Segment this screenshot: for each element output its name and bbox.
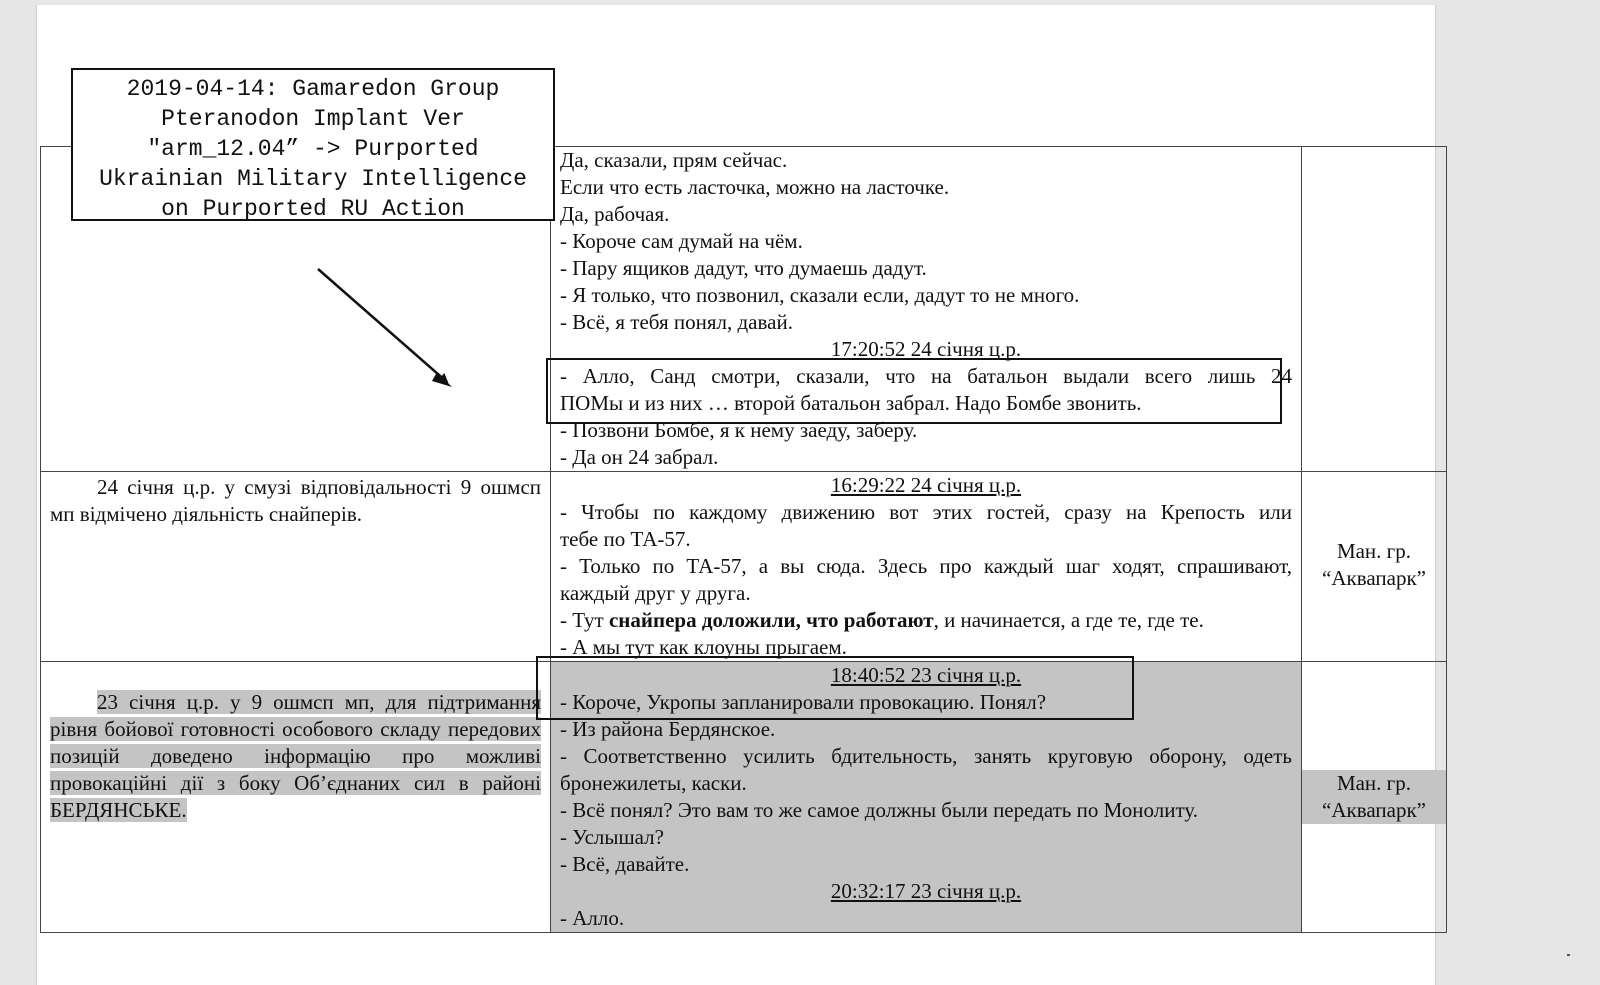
table-row [41, 472, 1447, 662]
annotation-line: Ukrainian Military Intelligence [99, 166, 527, 192]
row3-side-cell [1302, 662, 1447, 933]
transcript-table [40, 146, 1447, 933]
transcript-line: - Услышал? [560, 825, 664, 849]
transcript-line: - Алло, Санд смотри, сказали, что на батальон выдали всего лишь 24 [560, 364, 1292, 388]
timestamp: 18:40:52 23 січня ц.р. [830, 663, 1022, 687]
transcript-line: - Всё, я тебя понял, давай. [560, 310, 793, 334]
group-label [1302, 770, 1446, 824]
transcript-line: тебе по ТА-57. [560, 527, 691, 551]
transcript-line: каждый друг у друга. [560, 581, 751, 605]
transcript-line: - Только по ТА-57, а вы сюда. Здесь про каждый шаг ходят, спрашивают, [560, 554, 1292, 578]
timestamp: 20:32:17 23 січня ц.р. [830, 879, 1022, 903]
group-label-line: “Аквапарк” [1322, 798, 1426, 822]
transcript-line [560, 607, 1292, 634]
annotation-line: 2019-04-14: Gamaredon Group [126, 76, 500, 102]
transcript-line: - Я только, что позвонил, сказали если, дадут то не много. [560, 283, 1080, 307]
summary-paragraph: 24 січня ц.р. у смузі відповідальності 9 ошмсп мп відмічено діяльність снайперів. [50, 475, 541, 526]
group-label [1302, 538, 1446, 592]
transcript-line: - Да он 24 забрал. [560, 445, 719, 469]
annotation-line: "arm_12.04” -> Purported [147, 136, 479, 162]
transcript-line: - Соответственно усилить бдительность, занять круговую оборону, одеть [560, 744, 1292, 768]
transcript-line: - А мы тут как клоуны прыгаем. [560, 635, 847, 659]
line-prefix: - Тут [560, 608, 609, 632]
highlight-frame [536, 656, 1134, 720]
group-label-line: “Аквапарк” [1322, 566, 1426, 590]
transcript-line: бронежилеты, каски. [560, 771, 747, 795]
bold-phrase: снайпера доложили, что работают [608, 608, 934, 632]
transcript-line: Да, рабочая. [560, 202, 670, 226]
transcript-line: - Из района Бердянское. [560, 717, 776, 741]
transcript-line: - Короче, Укропы запланировали провокацию. Понял? [560, 690, 1047, 714]
highlight-frame [546, 358, 1282, 424]
timestamp: 16:29:22 24 січня ц.р. [830, 473, 1022, 497]
transcript-line: Если что есть ласточка, можно на ласточке. [560, 175, 950, 199]
row2-side-cell [1302, 472, 1447, 662]
transcript-line: - Чтобы по каждому движению вот этих гостей, сразу на Крепость или [560, 500, 1292, 524]
transcript-line: - Пару ящиков дадут, что думаешь дадут. [560, 256, 927, 280]
row2-transcript-cell [551, 472, 1302, 662]
transcript-line: - Всё понял? Это вам то же самое должны были передать по Монолиту. [560, 798, 1198, 822]
annotation-line: Pteranodon Implant Ver [161, 106, 465, 132]
summary-paragraph: 23 січня ц.р. у 9 ошмсп мп, для підтримання рівня бойової готовності особового складу передових позицій доведено інформацію про можливі провокаційні дії з боку Об’єднаних сил в районі БЕРДЯНСЬКЕ. [50, 690, 541, 822]
line-suffix: , и начинается, а где те, где те. [933, 608, 1204, 632]
transcript-line: - Всё, давайте. [560, 852, 690, 876]
annotation-line: on Purported RU Action [161, 196, 465, 222]
transcript-line: - Позвони Бомбе, я к нему заеду, заберу. [560, 418, 918, 442]
page-mark [1567, 954, 1570, 956]
row3-left-cell [41, 662, 551, 933]
annotation-box [71, 68, 555, 221]
group-label-line: Ман. гр. [1336, 539, 1412, 563]
row1-side-cell [1302, 147, 1447, 472]
timestamp: 17:20:52 24 січня ц.р. [830, 337, 1022, 361]
transcript-line: - Алло. [560, 906, 625, 930]
row2-left-cell [41, 472, 551, 662]
group-label-line: Ман. гр. [1336, 771, 1412, 795]
summary-paragraph-wrap [50, 662, 541, 824]
transcript-line: Да, сказали, прям сейчас. [560, 148, 788, 172]
transcript-line: - Короче сам думай на чём. [560, 229, 803, 253]
transcript-line: ПОМы и из них … второй батальон забрал. Надо Бомбе звонить. [560, 391, 1142, 415]
